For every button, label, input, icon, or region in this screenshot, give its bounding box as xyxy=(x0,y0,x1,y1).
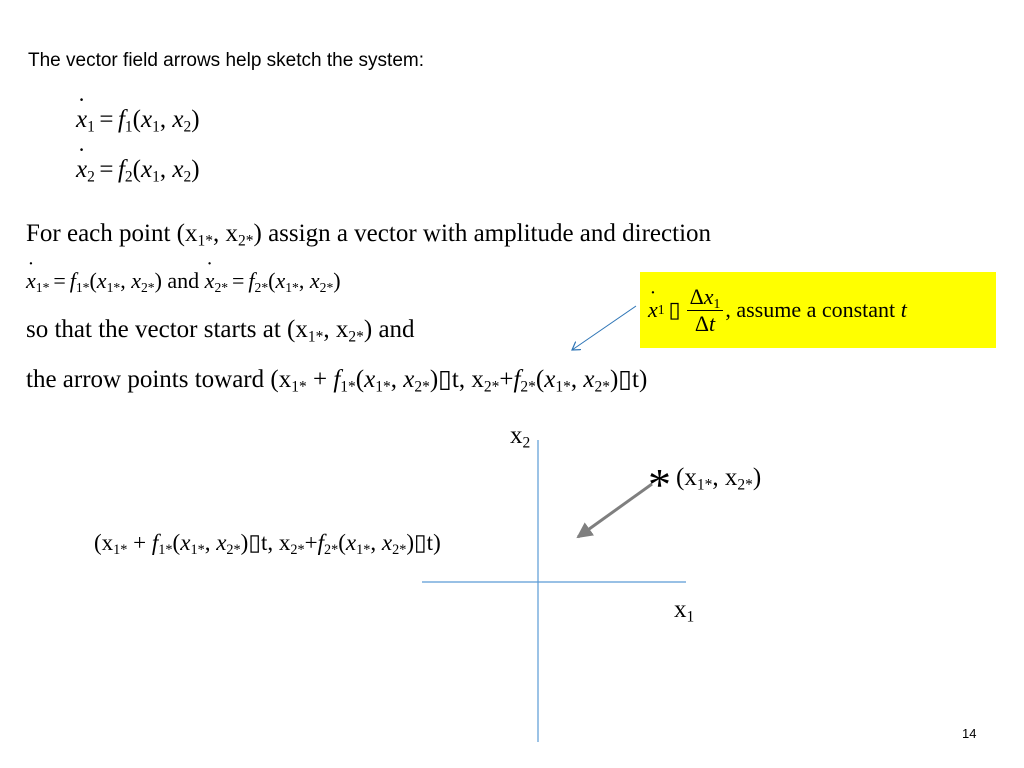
assume-constant-text: assume a constant xyxy=(736,297,896,322)
line-derivatives-at-point: x $˙_{1*} = f_{1*}(x_{1*}$, $x_{2*}$) and x $˙_{2*} = f_{2*}(x_{1*}$, $x_{2*}$) xyxy=(26,268,341,294)
assign-vector-text: assign a vector with amplitude and direction xyxy=(268,220,712,247)
so-that-text: so that the vector starts at xyxy=(26,316,281,343)
and-text-2: and xyxy=(378,316,415,343)
line-arrow-points-toward: the arrow points toward ($x_{1*} + f_{1*}(x_{1*}$, $x_{2*})▯t$, $x_{2*}+f_{2*}(x_{1*}$, $x_{2*})▯t$) xyxy=(26,366,648,396)
equation-x1-dot: x $˙_1 = f_1(x_1$, $x_2$) xyxy=(76,106,200,134)
point-coordinates: ($x_{1*}$, $x_{2*}$) xyxy=(676,464,762,494)
for-each-point-text: For each point xyxy=(26,220,171,247)
page-number: 14 xyxy=(962,726,977,741)
assume-var: t xyxy=(900,297,907,322)
delta-fraction: $\frac{\Delta x_1}{\Delta t}$ xyxy=(687,285,724,334)
line-vector-starts: so that the vector starts at ($x_{1*}$, $x_{2*}$) and xyxy=(26,316,415,346)
and-text: and xyxy=(167,268,200,293)
line-for-each-point: For each point ($x_{1*}$, $x_{2*}$) assign a vector with amplitude and direction xyxy=(26,220,712,250)
slide-heading: The vector field arrows help sketch the system: xyxy=(28,50,424,71)
vector-arrow xyxy=(578,484,652,537)
target-point-expression: ($x_{1*} + f_{1*}(x_{1*}$, $x_{2*})▯t$, $x_{2*}+f_{2*}(x_{1*}$, $x_{2*})▯t$) xyxy=(94,530,441,558)
equation-x2-dot: x $˙_2 = f_2(x_1$, $x_2$) xyxy=(76,156,200,184)
pointer-arrow xyxy=(572,306,636,350)
point-marker: * xyxy=(648,459,671,510)
arrow-points-text: the arrow points toward xyxy=(26,366,265,393)
highlight-box-approximation: x ˙ 1 ▯ $\frac{\Delta x_1}{\Delta t}$ , assume a constant t xyxy=(640,272,996,348)
y-axis-label: $x_2$ xyxy=(510,422,531,452)
x-axis-label: $x_1$ xyxy=(674,596,695,626)
